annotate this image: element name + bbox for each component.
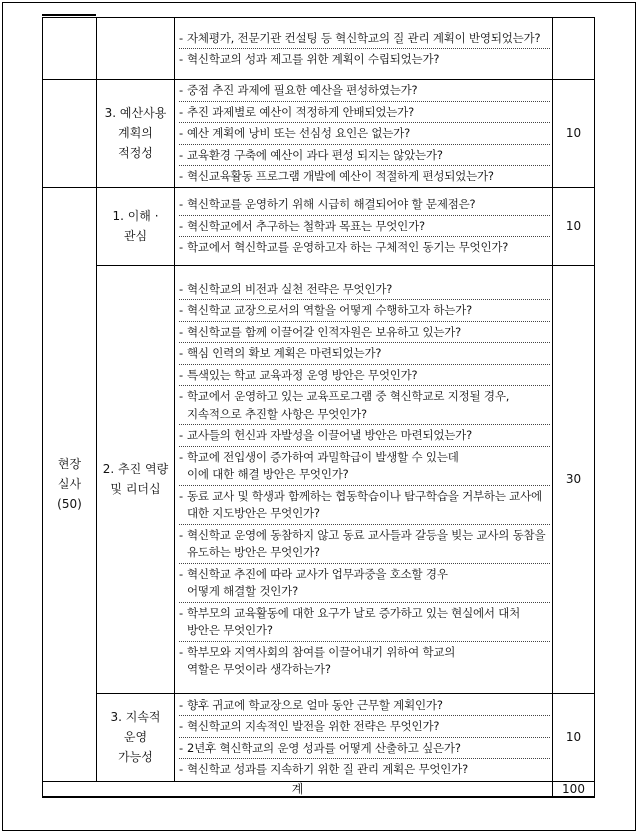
checklist-item: - 혁신학교 성과를 지속하기 위한 질 관리 계획은 무엇인가? [179,759,550,780]
item-list [175,194,552,258]
section-cell-plan [43,80,97,188]
criterion-cell [97,693,175,781]
score-value: 10 [565,219,582,233]
row-plan-continued [43,18,595,80]
row-sustainability [43,693,595,781]
item-list [175,279,552,680]
criterion-cell-plan [97,18,175,80]
checklist-item: - 학교에서 혁신학교를 운영하고자 하는 구체적인 동기는 무엇인가? [179,237,550,258]
checklist-item-line: 이에 대한 해결 방안은 무엇인가? [187,467,349,481]
section-cell-field [43,187,97,781]
criterion-line: 계획의 [118,126,153,141]
checklist-item: - 교육환경 구축에 예산이 과다 편성 되지는 않았는가? [179,145,550,167]
checklist-item: - 추진 과제별로 예산이 적정하게 안배되었는가? [179,102,550,124]
items-cell [175,187,553,265]
items-cell [175,265,553,693]
score-cell [553,265,595,693]
row-total [43,781,595,797]
checklist-item: - 예산 계획에 낭비 또는 선심성 요인은 없는가? [179,123,550,145]
table-top-rule [42,14,96,16]
checklist-item: - 혁신학교 교장으로서의 역할을 어떻게 수행하고자 하는가? [179,300,550,322]
criterion-line: 운영 [123,730,148,744]
checklist-item-line: 어떻게 해결할 것인가? [187,584,298,598]
checklist-item: - 혁신학교의 지속적인 발전을 위한 전략은 무엇인가? [179,716,550,738]
criterion-line: 3. 예산사용 [104,106,167,121]
items-cell [175,693,553,781]
items-cell [175,18,553,80]
checklist-item-line: - 혁신학교 추진에 따라 교사가 업무과중을 호소할 경우 [187,566,448,581]
checklist-item: - 혁신학교를 운영하기 위해 시급히 해결되어야 할 문제점은? [179,194,550,216]
checklist-item: - 동료 교사 및 학생과 함께하는 협동학습이나 탐구학습을 거부하는 교사에 대한 지도방안은 무엇인가? [179,486,550,525]
criterion-label [97,103,174,163]
criterion-line: 적정성 [118,146,153,161]
checklist-item: - 혁신학교를 함께 이끌어갈 인적자원은 보유하고 있는가? [179,322,550,344]
criterion-line: 1. 이해 · [112,209,159,223]
criterion-cell [97,187,175,265]
criterion-label [97,459,174,499]
section-line: 현장 [57,457,82,471]
item-list [175,695,552,780]
criterion-line: 가능성 [118,750,153,764]
checklist-item: - 혁신학교에서 추구하는 철학과 목표는 무엇인가? [179,216,550,238]
section-line: (50) [57,497,82,511]
criterion-label [97,707,174,767]
checklist-item: - 자체평가, 전문기관 컨설팅 등 혁신학교의 질 관리 계획이 반영되었는가? [179,28,550,50]
section-line: 실사 [57,477,82,491]
checklist-item [179,447,550,486]
section-cell-plan [43,18,97,80]
checklist-item: - 혁신학교의 성과 제고를 위한 계획이 수립되었는가? [179,49,550,70]
evaluation-table [42,17,595,798]
score-cell [553,693,595,781]
row-leadership [43,265,595,693]
checklist-item-line: - 학교에 전입생이 증가하여 과밀학급이 발생할 수 있는데 [187,449,459,464]
checklist-item: - 핵심 인력의 확보 계획은 마련되었는가? [179,343,550,365]
row-understanding [43,187,595,265]
criterion-label [97,206,174,246]
section-label [43,454,96,514]
score-value: 10 [565,730,582,744]
checklist-item: - 학부모의 교육활동에 대한 요구가 날로 증가하고 있는 현실에서 대처 방안은 무엇인가? [179,603,550,642]
criterion-line: 2. 추진 역량 [102,462,169,476]
score-cell [553,80,595,188]
checklist-item: - 향후 귀교에 학교장으로 얼마 동안 근무할 계획인가? [179,695,550,717]
checklist-item [179,642,550,680]
checklist-item: - 2년후 혁신학교의 운영 성과를 어떻게 산출하고 싶은가? [179,738,550,760]
score-value: 30 [565,472,582,486]
score-value: 10 [565,126,582,141]
checklist-item [179,564,550,603]
score-cell [553,18,595,80]
criterion-line: 3. 지속적 [110,710,161,724]
checklist-item-line: - 학부모와 지역사회의 참여를 이끌어내기 위하여 학교의 [187,644,456,659]
checklist-item: - 교사들의 헌신과 자발성을 이끌어낼 방안은 마련되었는가? [179,425,550,447]
criterion-line: 및 리더십 [110,482,161,496]
criterion-line: 관심 [123,229,148,243]
checklist-item: - 혁신학교 운영에 동참하지 않고 동료 교사들과 갈등을 빚는 교사의 동참을 유도하는 방안은 무엇인가? [179,525,550,564]
criterion-cell [97,265,175,693]
total-score: 100 [553,781,595,797]
criterion-cell [97,80,175,188]
items-cell [175,80,553,188]
row-budget [43,80,595,188]
total-label: 계 [43,781,553,797]
checklist-item: - 혁신교육활동 프로그램 개발에 예산이 적절하게 편성되었는가? [179,166,550,187]
score-cell [553,187,595,265]
item-list [175,80,552,187]
checklist-item-line: 역할은 무엇이라 생각하는가? [187,662,331,676]
item-list [175,28,552,70]
checklist-item: - 중점 추진 과제에 필요한 예산을 편성하였는가? [179,80,550,102]
checklist-item: - 혁신학교의 비전과 실천 전략은 무엇인가? [179,279,550,301]
checklist-item: - 학교에서 운영하고 있는 교육프로그램 중 혁신학교로 지정될 경우, 지속적으로 추진할 사항은 무엇인가? [179,386,550,425]
checklist-item: - 특색있는 학교 교육과정 운영 방안은 무엇인가? [179,365,550,387]
